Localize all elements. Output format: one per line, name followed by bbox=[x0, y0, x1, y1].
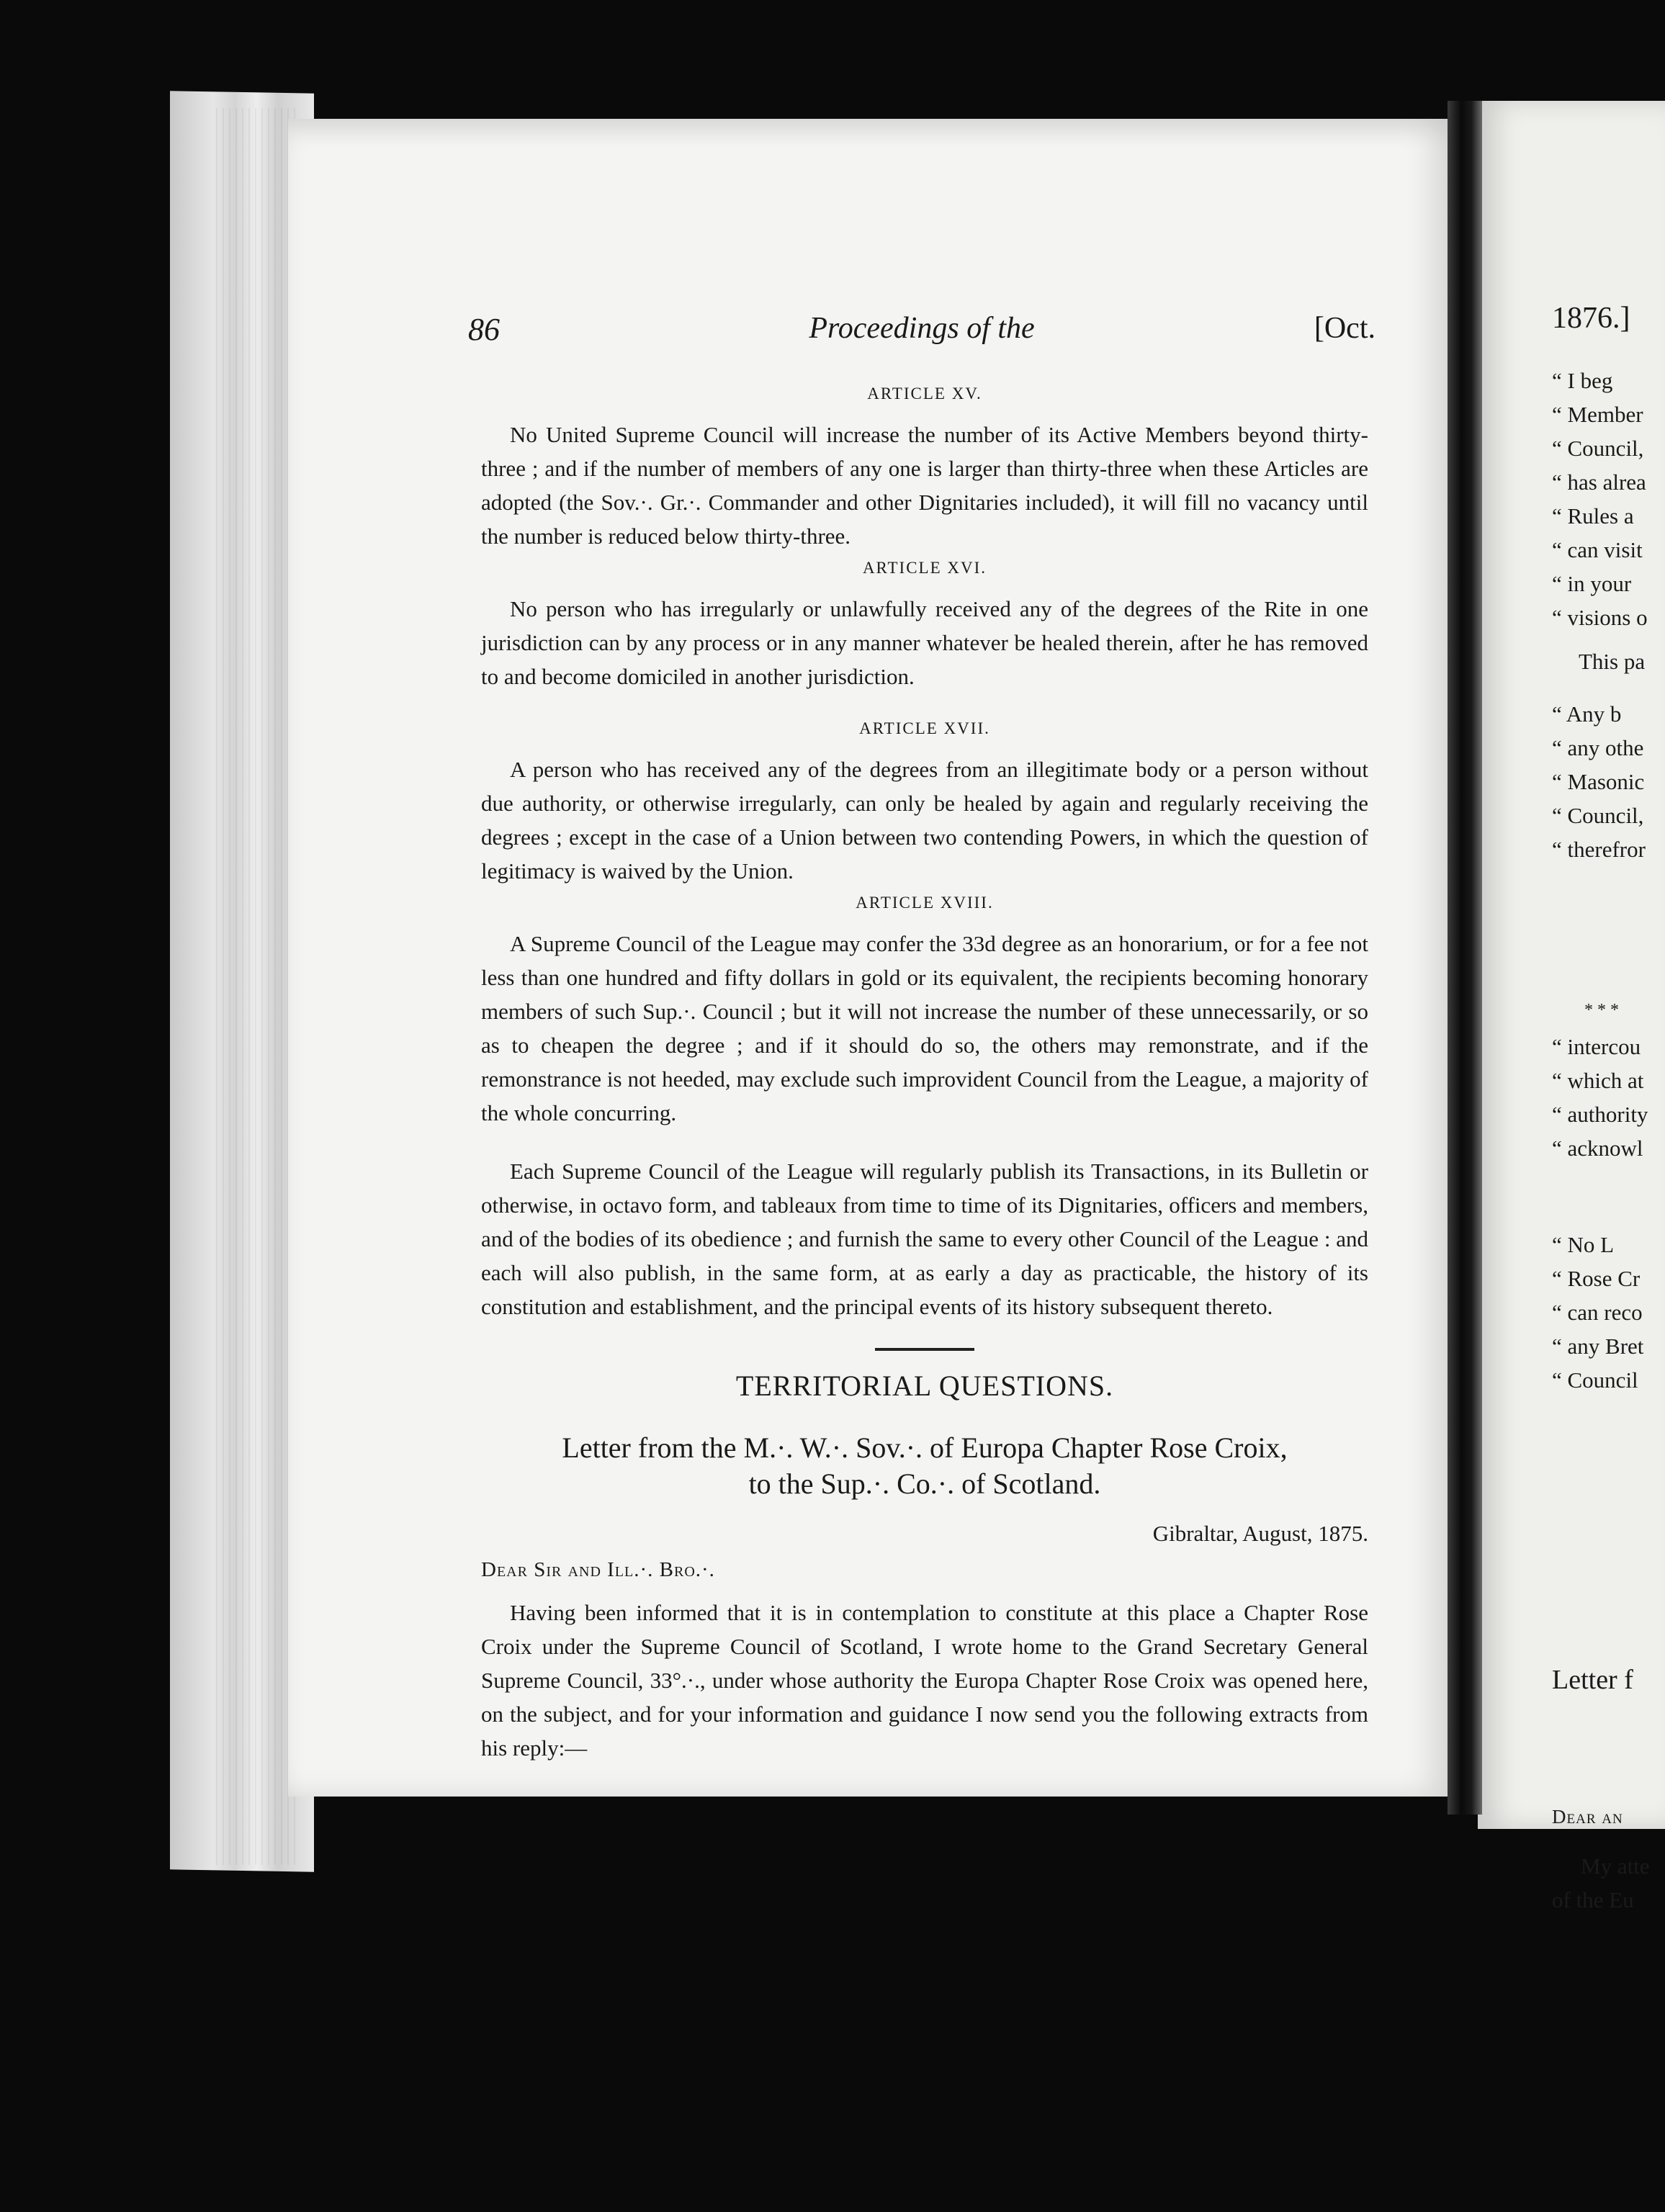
running-date: [Oct. bbox=[1314, 312, 1375, 345]
right-line: “ has alrea bbox=[1552, 469, 1646, 495]
right-letter-fragment: Letter f bbox=[1552, 1665, 1633, 1695]
right-asterisks: * * * bbox=[1584, 1001, 1619, 1020]
publication-paragraph: Each Supreme Council of the League will regularly publish its Transactions, in its Bulletin or otherwise, in octavo form, and tableaux from time to time of its Dignitaries, officers and members, and of the bodies of its obedience ; and furnish the same to every other Council of the League : and each will also publish, in the same form, at as early a day as practicable, the history of its constitution and establishment, and the principal events of its history subsequent thereto. bbox=[481, 1159, 1368, 1319]
right-line: My atte bbox=[1581, 1853, 1650, 1879]
section-divider bbox=[875, 1348, 974, 1351]
right-line: This pa bbox=[1579, 649, 1646, 674]
page-number: 86 bbox=[468, 312, 500, 347]
right-line: “ in your bbox=[1552, 571, 1632, 596]
right-block-1 bbox=[1552, 364, 1648, 634]
letter-title-line1: Letter from the M.·. W.·. Sov.·. of Europa Chapter Rose Croix, bbox=[562, 1431, 1288, 1464]
right-page-running-head: 1876.] bbox=[1552, 302, 1630, 335]
right-line: “ visions o bbox=[1552, 605, 1648, 630]
right-line: “ Any b bbox=[1552, 701, 1622, 727]
right-line: “ any othe bbox=[1552, 735, 1644, 760]
right-line: “ Rose Cr bbox=[1552, 1266, 1641, 1291]
right-line: “ authority bbox=[1552, 1102, 1648, 1127]
right-line: “ Council, bbox=[1552, 803, 1644, 828]
right-line: “ intercou bbox=[1552, 1034, 1641, 1059]
letter-body: Having been informed that it is in contemplation to constitute at this place a Chapter Rose Croix under the Supreme Council of Scotland, I wrote home to the Grand Secretary General Supreme Council, 33°.·., under whose authority the Europa Chapter Rose Croix was opened here, on the subject, and for your information and guidance I now send you the following extracts from his reply:— bbox=[481, 1600, 1368, 1761]
right-line: “ I beg bbox=[1552, 368, 1613, 393]
right-line: “ which at bbox=[1552, 1068, 1644, 1093]
left-page-body bbox=[481, 383, 1368, 1765]
running-title: Proceedings of the bbox=[809, 312, 1035, 345]
running-head bbox=[468, 311, 1375, 354]
right-line: “ Member bbox=[1552, 402, 1643, 427]
article-xvii-text: A person who has received any of the degrees from an illegitimate body or a person without due authority, or otherwise irregularly, can only be healed by again and regularly receiving the degrees ; except in the case of a Union between two contending Powers, in which the question of legitimacy is waived by the Union. bbox=[481, 757, 1368, 884]
right-line: “ No L bbox=[1552, 1232, 1615, 1257]
right-line: “ Rules a bbox=[1552, 503, 1634, 529]
article-xvii-heading: ARTICLE XVII. bbox=[859, 719, 990, 737]
right-block-3 bbox=[1552, 697, 1646, 866]
article-xvi-heading: ARTICLE XVI. bbox=[862, 559, 987, 577]
article-xvi-text: No person who has irregularly or unlawfully received any of the degrees of the Rite in one jurisdiction can by any process or in any manner whatever be healed therein, after he has removed to and become domiciled in another jurisdiction. bbox=[481, 596, 1368, 689]
book-gutter bbox=[1448, 101, 1482, 1815]
right-line: “ therefror bbox=[1552, 837, 1646, 862]
right-block-5 bbox=[1552, 1228, 1643, 1397]
article-xviii-heading: ARTICLE XVIII. bbox=[856, 894, 994, 912]
book-page-edge-lines bbox=[216, 108, 295, 1865]
article-xv-heading: ARTICLE XV. bbox=[867, 385, 982, 403]
right-block-4 bbox=[1552, 1030, 1648, 1165]
right-page bbox=[1478, 101, 1665, 1829]
right-line: “ any Bret bbox=[1552, 1334, 1644, 1359]
right-block-6 bbox=[1552, 1849, 1650, 1917]
right-line: “ Council, bbox=[1552, 436, 1644, 461]
article-xv-text: No United Supreme Council will increase the number of its Active Members beyond thirty-three ; and if the number of members of any one is larger than thirty-three when these Articles are adopted (the Sov.·. Gr.·. Commander and other Dignitaries included), it will fill no vacancy until the number is reduced below thirty-three. bbox=[481, 422, 1368, 549]
letter-title-line2: to the Sup.·. Co.·. of Scotland. bbox=[748, 1467, 1101, 1500]
right-line: “ Masonic bbox=[1552, 769, 1645, 794]
right-line: “ can reco bbox=[1552, 1300, 1643, 1325]
letter-salutation: Dear Sir and Ill.·. Bro.·. bbox=[481, 1558, 715, 1581]
right-line: “ acknowl bbox=[1552, 1136, 1643, 1161]
right-salutation-fragment: Dear an bbox=[1552, 1806, 1623, 1827]
section-title: TERRITORIAL QUESTIONS. bbox=[735, 1370, 1114, 1402]
letter-place-date: Gibraltar, August, 1875. bbox=[1152, 1521, 1368, 1546]
right-line: “ Council bbox=[1552, 1367, 1638, 1393]
article-xviii-text: A Supreme Council of the League may confer the 33d degree as an honorarium, or for a fee not less than one hundred and fifty dollars in gold or its equivalent, the recipients becoming honorary members of such Sup.·. Council ; but it will not increase the number of these unnecessarily, or so as to cheapen the degree ; and if it should do so, the others may remonstrate, and if the remonstrance is not heeded, may exclude such improvident Council from the League, a majority of the whole concurring. bbox=[481, 931, 1368, 1125]
right-line: of the Eu bbox=[1552, 1887, 1634, 1912]
right-block-2 bbox=[1579, 644, 1645, 678]
right-line: “ can visit bbox=[1552, 537, 1643, 562]
